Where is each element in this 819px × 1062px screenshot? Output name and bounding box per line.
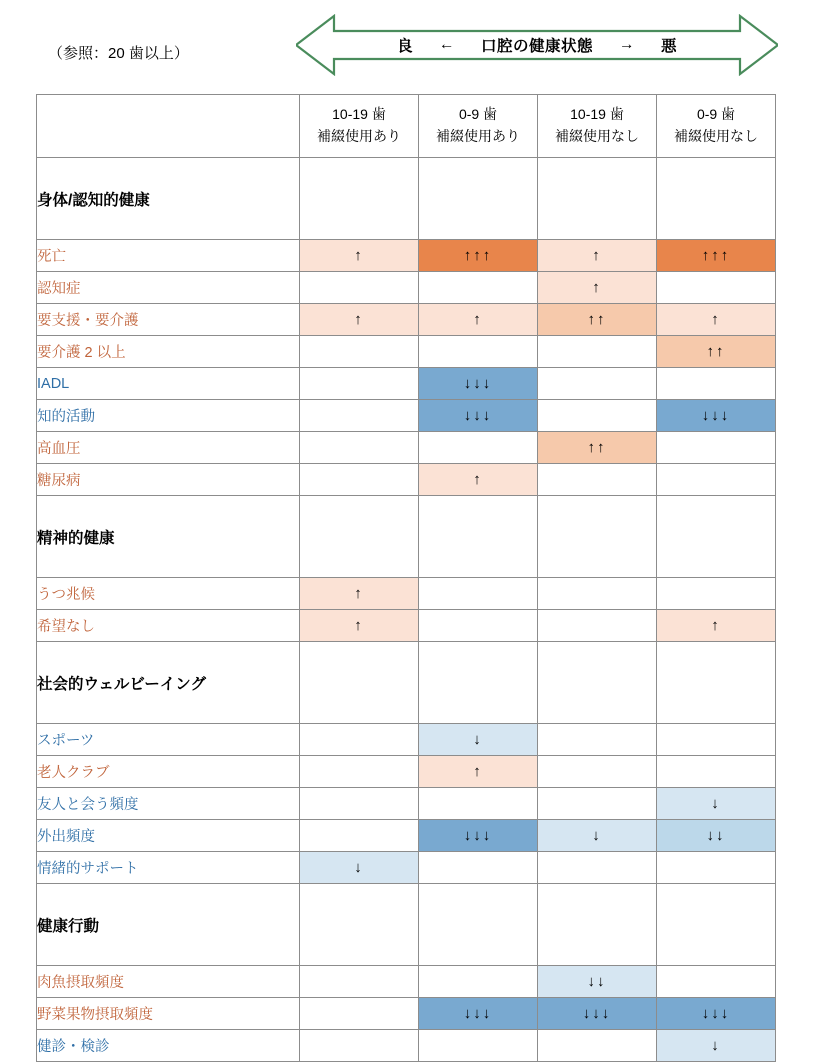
cell-r1-c0: ↑ <box>300 240 419 272</box>
cell-r10-c1 <box>419 578 538 610</box>
table-row <box>37 756 776 788</box>
cell-r18-c1 <box>419 884 538 966</box>
cell-r6-c3: ↓↓↓ <box>657 400 776 432</box>
cell-r10-c2 <box>538 578 657 610</box>
section-label: 社会的ウェルビーイング <box>37 642 300 724</box>
table-row <box>37 272 776 304</box>
column-header-1-line2: 補綴使用あり <box>317 128 401 144</box>
row-label: 要支援・要介護 <box>37 304 300 336</box>
cell-r2-c1 <box>419 272 538 304</box>
section-row <box>37 158 776 240</box>
cell-r17-c3 <box>657 852 776 884</box>
reference-note: （参照：20 歯以上） <box>48 45 189 62</box>
cell-r9-c0 <box>300 496 419 578</box>
cell-r6-c1: ↓↓↓ <box>419 400 538 432</box>
cell-r20-c1: ↓↓↓ <box>419 998 538 1030</box>
column-header-3-line2: 補綴使用なし <box>555 128 639 144</box>
cell-r21-c1 <box>419 1030 538 1062</box>
cell-r16-c2: ↓ <box>538 820 657 852</box>
cell-r14-c2 <box>538 756 657 788</box>
column-header-4-line1: 0-9 歯 <box>696 106 736 123</box>
cell-r1-c2: ↑ <box>538 240 657 272</box>
cell-r5-c0 <box>300 368 419 400</box>
cell-r17-c2 <box>538 852 657 884</box>
cell-r2-c3 <box>657 272 776 304</box>
cell-r9-c1 <box>419 496 538 578</box>
cell-r20-c3: ↓↓↓ <box>657 998 776 1030</box>
cell-r17-c1 <box>419 852 538 884</box>
arrow-label-bad: 悪 <box>661 38 678 55</box>
cell-r7-c1 <box>419 432 538 464</box>
arrow-center-label: 口腔の健康状態 <box>480 38 593 55</box>
column-header-3-line1: 10-19 歯 <box>570 106 624 123</box>
row-label: IADL <box>37 368 300 400</box>
cell-r3-c3: ↑ <box>657 304 776 336</box>
table-row <box>37 578 776 610</box>
cell-r19-c2: ↓↓ <box>538 966 657 998</box>
cell-r1-c1: ↑↑↑ <box>419 240 538 272</box>
cell-r18-c0 <box>300 884 419 966</box>
row-label: 肉魚摂取頻度 <box>37 966 300 998</box>
cell-r15-c0 <box>300 788 419 820</box>
cell-r3-c1: ↑ <box>419 304 538 336</box>
oral-health-gradient-arrow <box>296 14 778 76</box>
column-header-row <box>37 95 776 158</box>
table-row <box>37 724 776 756</box>
cell-r8-c3 <box>657 464 776 496</box>
cell-r21-c3: ↓ <box>657 1030 776 1062</box>
table-row <box>37 788 776 820</box>
table-row <box>37 400 776 432</box>
row-label: 糖尿病 <box>37 464 300 496</box>
cell-r7-c3 <box>657 432 776 464</box>
table-row <box>37 336 776 368</box>
table-row <box>37 852 776 884</box>
row-label: 知的活動 <box>37 400 300 432</box>
cell-r3-c0: ↑ <box>300 304 419 336</box>
cell-r2-c2: ↑ <box>538 272 657 304</box>
column-header-2 <box>419 95 538 158</box>
column-header-1 <box>300 95 419 158</box>
cell-r13-c1: ↓ <box>419 724 538 756</box>
cell-r0-c2 <box>538 158 657 240</box>
cell-r6-c0 <box>300 400 419 432</box>
cell-r21-c0 <box>300 1030 419 1062</box>
cell-r21-c2 <box>538 1030 657 1062</box>
cell-r7-c0 <box>300 432 419 464</box>
cell-r9-c2 <box>538 496 657 578</box>
cell-r13-c3 <box>657 724 776 756</box>
cell-r4-c3: ↑↑ <box>657 336 776 368</box>
cell-r1-c3: ↑↑↑ <box>657 240 776 272</box>
matrix-table <box>36 94 776 1062</box>
row-label: うつ兆候 <box>37 578 300 610</box>
row-label: 健診・検診 <box>37 1030 300 1062</box>
row-label: 認知症 <box>37 272 300 304</box>
cell-r4-c0 <box>300 336 419 368</box>
corner-cell <box>37 95 300 158</box>
cell-r19-c3 <box>657 966 776 998</box>
table-row <box>37 820 776 852</box>
cell-r18-c3 <box>657 884 776 966</box>
column-header-3 <box>538 95 657 158</box>
table-row <box>37 304 776 336</box>
cell-r12-c2 <box>538 642 657 724</box>
table-row <box>37 368 776 400</box>
cell-r16-c3: ↓↓ <box>657 820 776 852</box>
cell-r0-c0 <box>300 158 419 240</box>
table-row <box>37 464 776 496</box>
cell-r18-c2 <box>538 884 657 966</box>
row-label: 野菜果物摂取頻度 <box>37 998 300 1030</box>
cell-r10-c0: ↑ <box>300 578 419 610</box>
cell-r7-c2: ↑↑ <box>538 432 657 464</box>
cell-r5-c1: ↓↓↓ <box>419 368 538 400</box>
cell-r0-c1 <box>419 158 538 240</box>
cell-r14-c1: ↑ <box>419 756 538 788</box>
cell-r13-c0 <box>300 724 419 756</box>
table-row <box>37 240 776 272</box>
row-label: 情緒的サポート <box>37 852 300 884</box>
table-row <box>37 966 776 998</box>
column-header-1-line1: 10-19 歯 <box>332 106 386 123</box>
cell-r20-c0 <box>300 998 419 1030</box>
column-header-2-line2: 補綴使用あり <box>436 128 520 144</box>
cell-r11-c3: ↑ <box>657 610 776 642</box>
row-label: スポーツ <box>37 724 300 756</box>
cell-r19-c0 <box>300 966 419 998</box>
cell-r4-c2 <box>538 336 657 368</box>
table-row <box>37 998 776 1030</box>
cell-r13-c2 <box>538 724 657 756</box>
cell-r15-c1 <box>419 788 538 820</box>
cell-r0-c3 <box>657 158 776 240</box>
cell-r20-c2: ↓↓↓ <box>538 998 657 1030</box>
cell-r11-c0: ↑ <box>300 610 419 642</box>
table-head <box>37 95 776 158</box>
cell-r12-c0 <box>300 642 419 724</box>
cell-r11-c1 <box>419 610 538 642</box>
section-label: 精神的健康 <box>37 496 300 578</box>
section-row <box>37 642 776 724</box>
section-row <box>37 884 776 966</box>
section-label: 身体/認知的健康 <box>37 158 300 240</box>
cell-r8-c0 <box>300 464 419 496</box>
table-row <box>37 1030 776 1062</box>
cell-r16-c0 <box>300 820 419 852</box>
section-label: 健康行動 <box>37 884 300 966</box>
cell-r11-c2 <box>538 610 657 642</box>
cell-r8-c2 <box>538 464 657 496</box>
cell-r12-c1 <box>419 642 538 724</box>
cell-r16-c1: ↓↓↓ <box>419 820 538 852</box>
row-label: 要介護 2 以上 <box>37 336 300 368</box>
cell-r2-c0 <box>300 272 419 304</box>
cell-r19-c1 <box>419 966 538 998</box>
cell-r17-c0: ↓ <box>300 852 419 884</box>
cell-r10-c3 <box>657 578 776 610</box>
row-label: 老人クラブ <box>37 756 300 788</box>
cell-r4-c1 <box>419 336 538 368</box>
page-header <box>0 0 819 86</box>
cell-r14-c0 <box>300 756 419 788</box>
row-label: 友人と会う頻度 <box>37 788 300 820</box>
cell-r12-c3 <box>657 642 776 724</box>
table-body <box>37 158 776 1062</box>
cell-r15-c2 <box>538 788 657 820</box>
cell-r6-c2 <box>538 400 657 432</box>
cell-r3-c2: ↑↑ <box>538 304 657 336</box>
column-header-4-line2: 補綴使用なし <box>674 128 758 144</box>
column-header-2-line1: 0-9 歯 <box>458 106 498 123</box>
row-label: 外出頻度 <box>37 820 300 852</box>
section-row <box>37 496 776 578</box>
table-row <box>37 610 776 642</box>
column-header-4 <box>657 95 776 158</box>
cell-r5-c2 <box>538 368 657 400</box>
table-row <box>37 432 776 464</box>
cell-r5-c3 <box>657 368 776 400</box>
arrow-left-symbol: ← <box>438 36 455 53</box>
oral-health-matrix <box>36 94 775 1062</box>
row-label: 死亡 <box>37 240 300 272</box>
cell-r8-c1: ↑ <box>419 464 538 496</box>
arrow-right-symbol: → <box>619 36 635 53</box>
arrow-label-good: 良 <box>396 38 413 55</box>
cell-r14-c3 <box>657 756 776 788</box>
cell-r9-c3 <box>657 496 776 578</box>
cell-r15-c3: ↓ <box>657 788 776 820</box>
row-label: 高血圧 <box>37 432 300 464</box>
row-label: 希望なし <box>37 610 300 642</box>
